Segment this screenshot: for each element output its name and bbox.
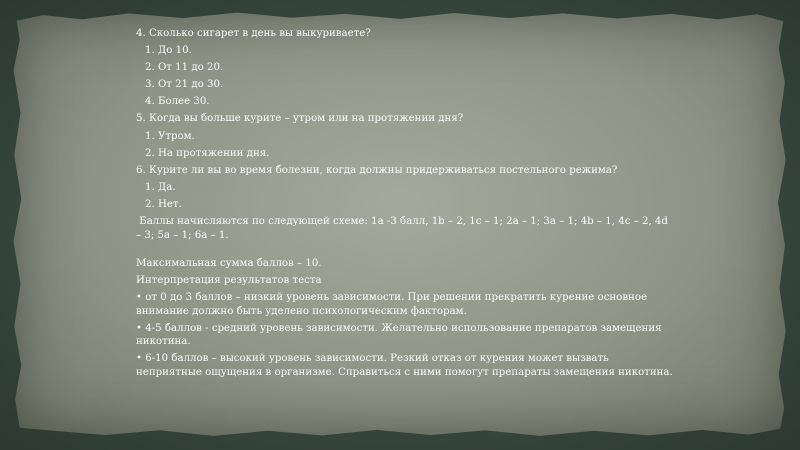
- answer-option: 1. До 10.: [145, 45, 192, 57]
- answer-option: 2. Нет.: [145, 198, 182, 210]
- interpretation-item: • 6-10 баллов – высокий уровень зависимости. Резкий отказ от курения может вызвать неприятные ощущения в организме. Справиться с ними помогут препараты замещения никотина.: [136, 353, 673, 378]
- interpretation-title: Интерпретация результатов теста: [136, 274, 322, 286]
- question-title: 4. Сколько сигарет в день вы выкуриваете?: [136, 28, 371, 39]
- answer-option: 2. От 11 до 20.: [145, 62, 224, 74]
- answer-option: 3. От 21 до 30.: [145, 79, 224, 91]
- answer-option: 1. Да.: [145, 181, 176, 193]
- answer-option: 4. Более 30.: [145, 96, 210, 108]
- scoring-scheme: Баллы начисляются по следующей схеме: 1а -3 балл, 1b – 2, 1c – 1; 2а – 1; 3а – 1; 4b – 1, 4c – 2, 4d – 3; 5а – 1; 6а – 1.: [136, 216, 672, 241]
- interpretation-item: • от 0 до 3 баллов – низкий уровень зависимости. При решении прекратить курение основное внимание должно быть уделено психологическим факторам.: [136, 291, 651, 317]
- answer-option: 2. На протяжении дня.: [145, 147, 270, 159]
- slide-content: [136, 27, 676, 383]
- answer-option: 1. Утром.: [145, 130, 195, 142]
- question-title: 5. Когда вы больше курите – утром или на протяжении дня?: [136, 113, 464, 125]
- question-title: 6. Курите ли вы во время болезни, когда должны придерживаться постельного режима?: [136, 164, 618, 176]
- max-score: Максимальная сумма баллов – 10.: [136, 257, 322, 269]
- interpretation-item: • 4-5 баллов - средний уровень зависимости. Желательно использование препаратов замещения никотина.: [136, 322, 665, 348]
- spacer: [136, 246, 676, 257]
